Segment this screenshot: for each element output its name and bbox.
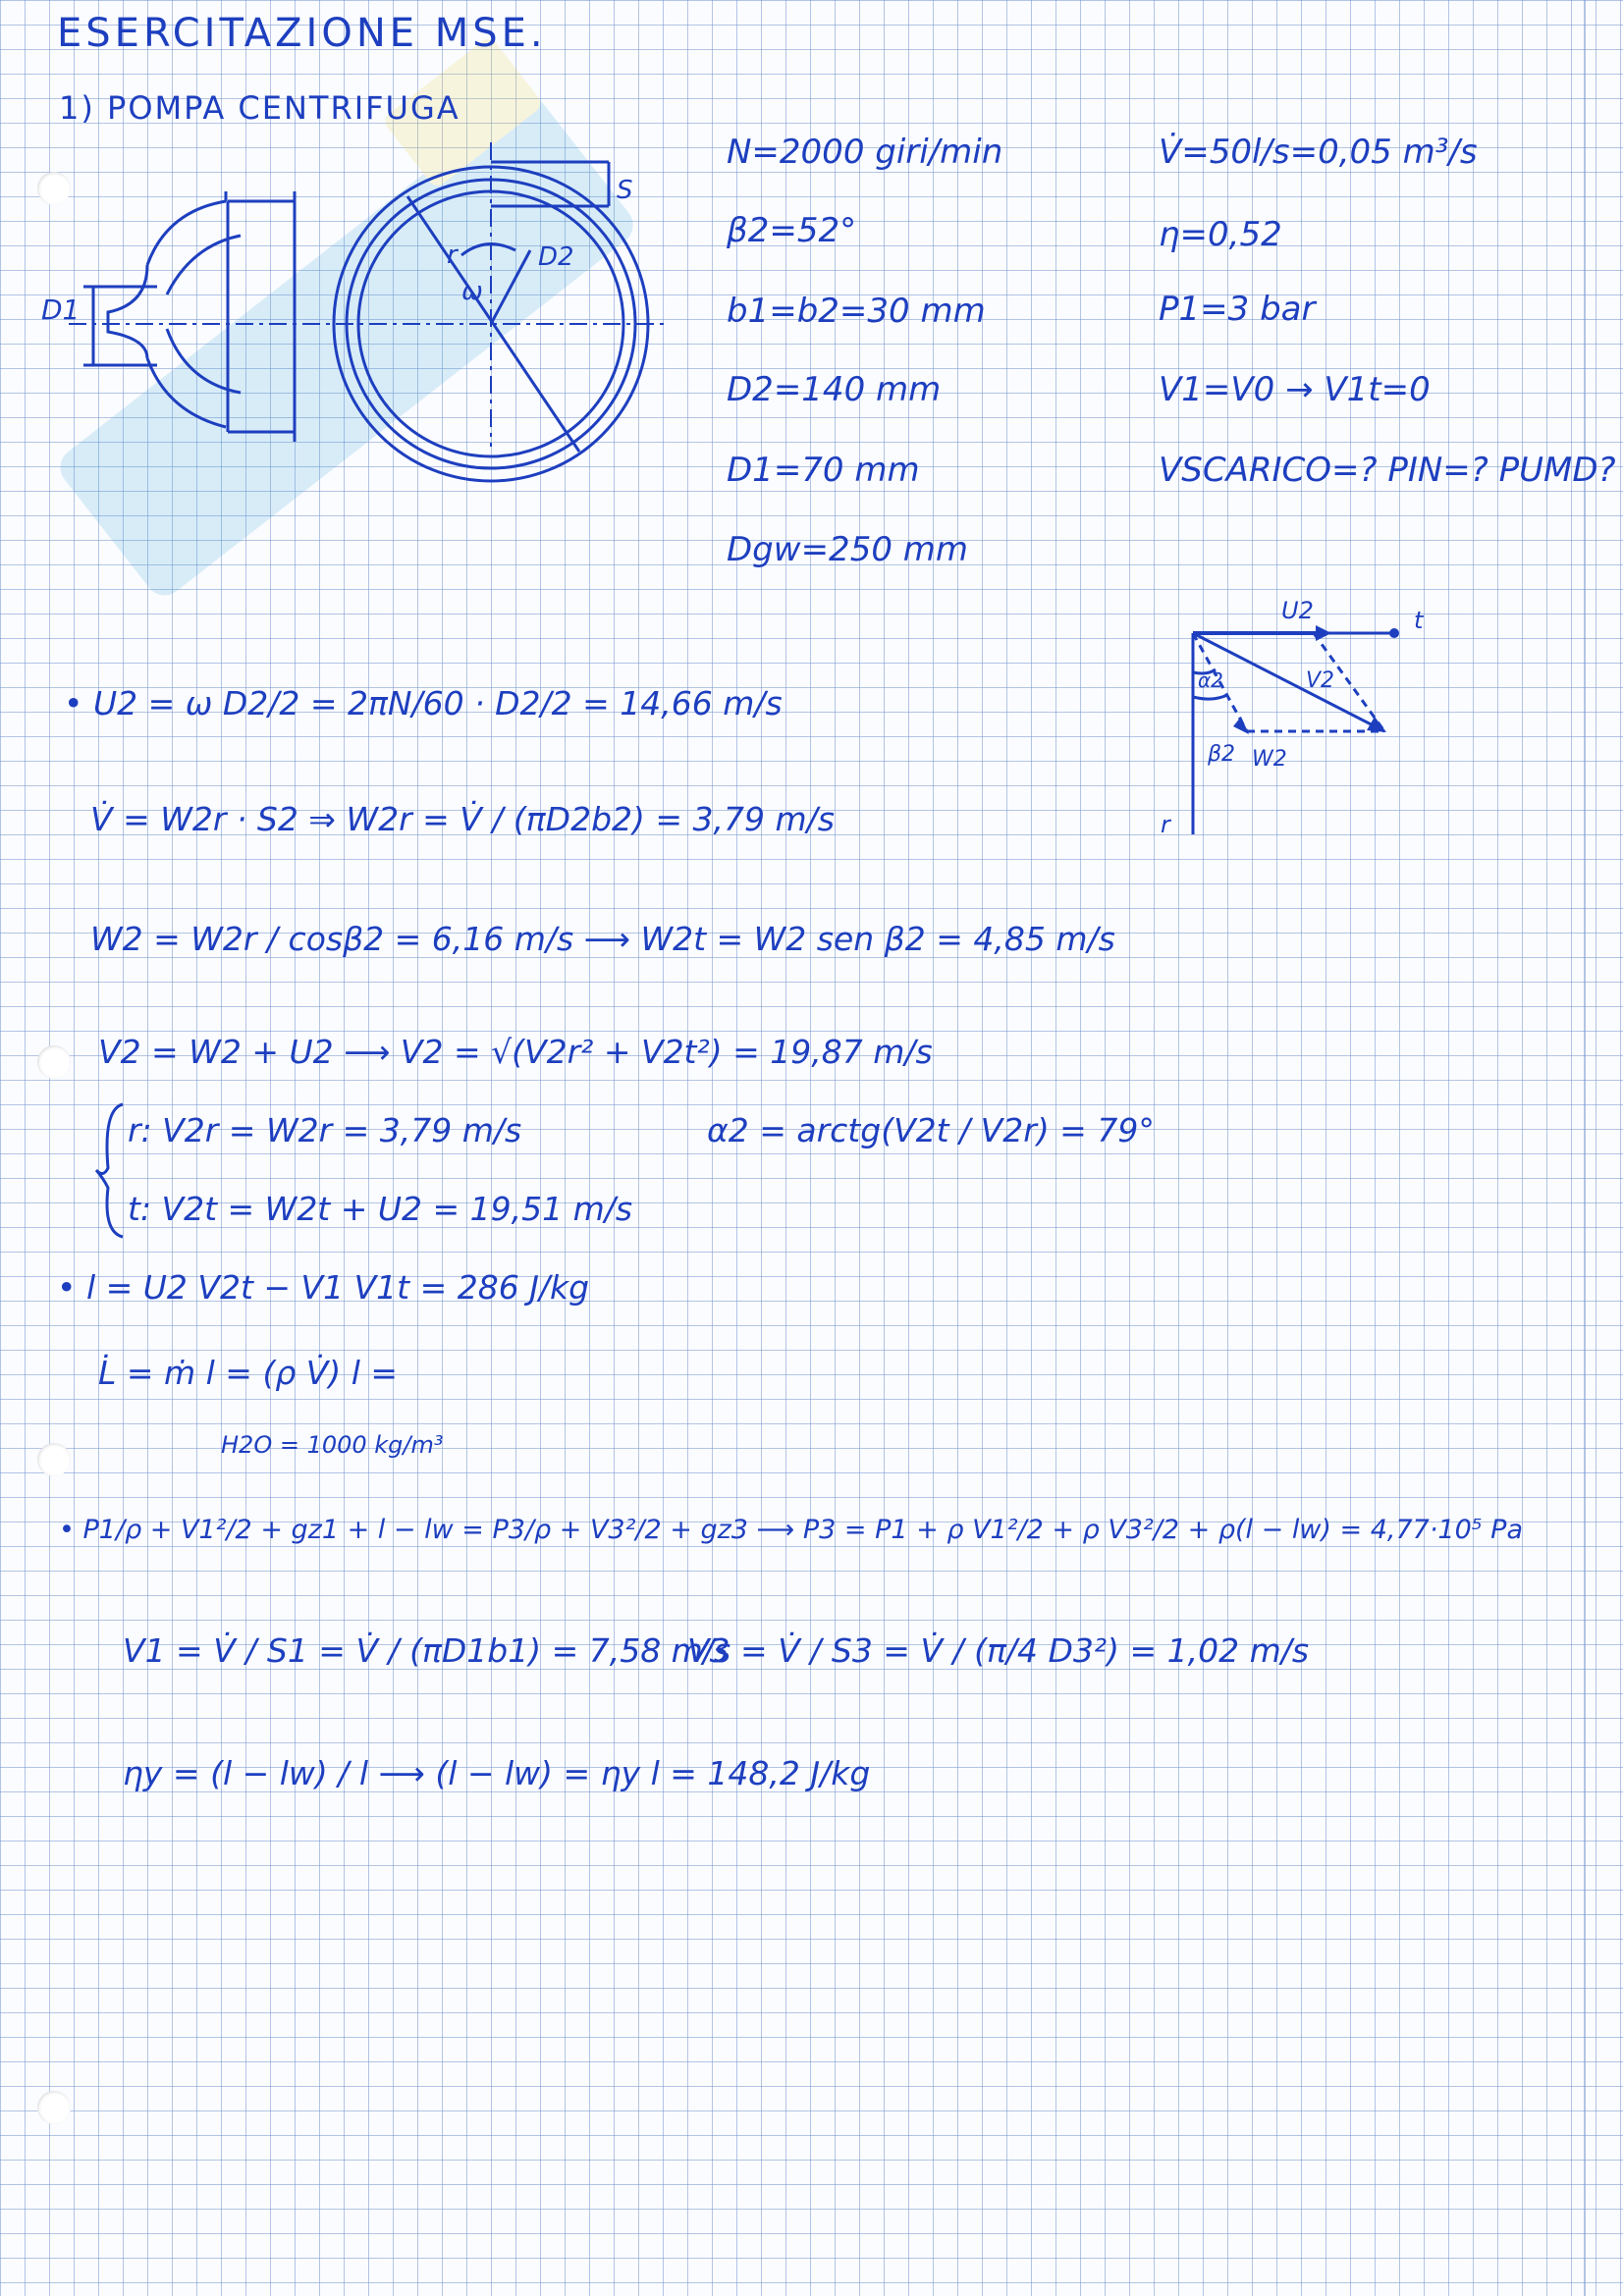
label-d2: D2	[538, 242, 574, 272]
calc-power: L̇ = ṁ l = (ρ V̇) l =	[98, 1354, 399, 1392]
calc-hydraulic-efficiency: ηy = (l − lw) / l ⟶ (l − lw) = ηy l = 148,2 J/kg	[123, 1754, 871, 1792]
label-omega: ω	[461, 277, 483, 306]
binder-hole	[37, 1045, 71, 1079]
label-alpha2: α2	[1198, 668, 1223, 692]
calc-work: • l = U2 V2t − V1 V1t = 286 J/kg	[57, 1268, 590, 1307]
exercise-title: 1) POMPA CENTRIFUGA	[59, 89, 460, 127]
data-v1: V1=V0 → V1t=0	[1159, 370, 1431, 409]
data-flow-rate: V̇=50l/s=0,05 m³/s	[1159, 133, 1478, 172]
page-margin-line	[1584, 0, 1586, 2296]
calc-u2: • U2 = ω D2/2 = 2πN/60 · D2/2 = 14,66 m/s	[64, 684, 783, 722]
calc-density: H2O = 1000 kg/m³	[221, 1431, 444, 1459]
label-r-axis: r	[1161, 811, 1170, 838]
calc-bernoulli: • P1/ρ + V1²/2 + gz1 + l − lw = P3/ρ + V3²/2 + gz3 ⟶ P3 = P1 + ρ V1²/2 + ρ V3²/2 + ρ(l − lw) = 4,77·10⁵ Pa	[59, 1515, 1524, 1545]
calc-w2: W2 = W2r / cosβ2 = 6,16 m/s ⟶ W2t = W2 sen β2 = 4,85 m/s	[90, 920, 1115, 958]
data-d2: D2=140 mm	[727, 370, 942, 409]
calc-w2r: V̇ = W2r · S2 ⇒ W2r = V̇ / (πD2b2) = 3,79 m/s	[90, 800, 835, 838]
label-t-axis: t	[1414, 607, 1424, 634]
data-d1: D1=70 mm	[727, 451, 920, 490]
calc-v2t: t: V2t = W2t + U2 = 19,51 m/s	[128, 1190, 633, 1228]
calc-v2r: r: V2r = W2r = 3,79 m/s	[128, 1111, 522, 1149]
data-efficiency: η=0,52	[1159, 215, 1282, 254]
label-v2: V2	[1306, 668, 1335, 693]
calc-v1: V1 = V̇ / S1 = V̇ / (πD1b1) = 7,58 m/s	[123, 1631, 731, 1670]
label-beta2: β2	[1208, 742, 1236, 767]
label-d1: D1	[41, 294, 81, 326]
label-r: r	[447, 240, 458, 270]
data-beta2: β2=52°	[727, 211, 857, 250]
calc-v2: V2 = W2 + U2 ⟶ V2 = √(V2r² + V2t²) = 19,87 m/s	[98, 1033, 933, 1071]
data-p1: P1=3 bar	[1159, 290, 1316, 329]
calc-v3: V3 = V̇ / S3 = V̇ / (π/4 D3²) = 1,02 m/s	[687, 1631, 1310, 1670]
binder-hole	[37, 2091, 71, 2124]
data-rpm: N=2000 giri/min	[727, 133, 1003, 172]
label-u2: U2	[1281, 597, 1314, 624]
label-w2: W2	[1252, 747, 1287, 772]
page-title: ESERCITAZIONE MSE.	[57, 11, 547, 56]
label-s: S	[617, 176, 633, 205]
data-dgw: Dgw=250 mm	[727, 530, 969, 569]
data-b1-b2: b1=b2=30 mm	[727, 292, 986, 331]
binder-hole	[37, 1443, 71, 1476]
pump-drawing	[0, 0, 785, 510]
velocity-triangle	[1139, 589, 1453, 844]
data-unknowns: VSCARICO=? PIN=? PUMD?	[1159, 451, 1616, 490]
calc-alpha2: α2 = arctg(V2t / V2r) = 79°	[707, 1111, 1155, 1149]
system-bracket	[93, 1099, 133, 1242]
